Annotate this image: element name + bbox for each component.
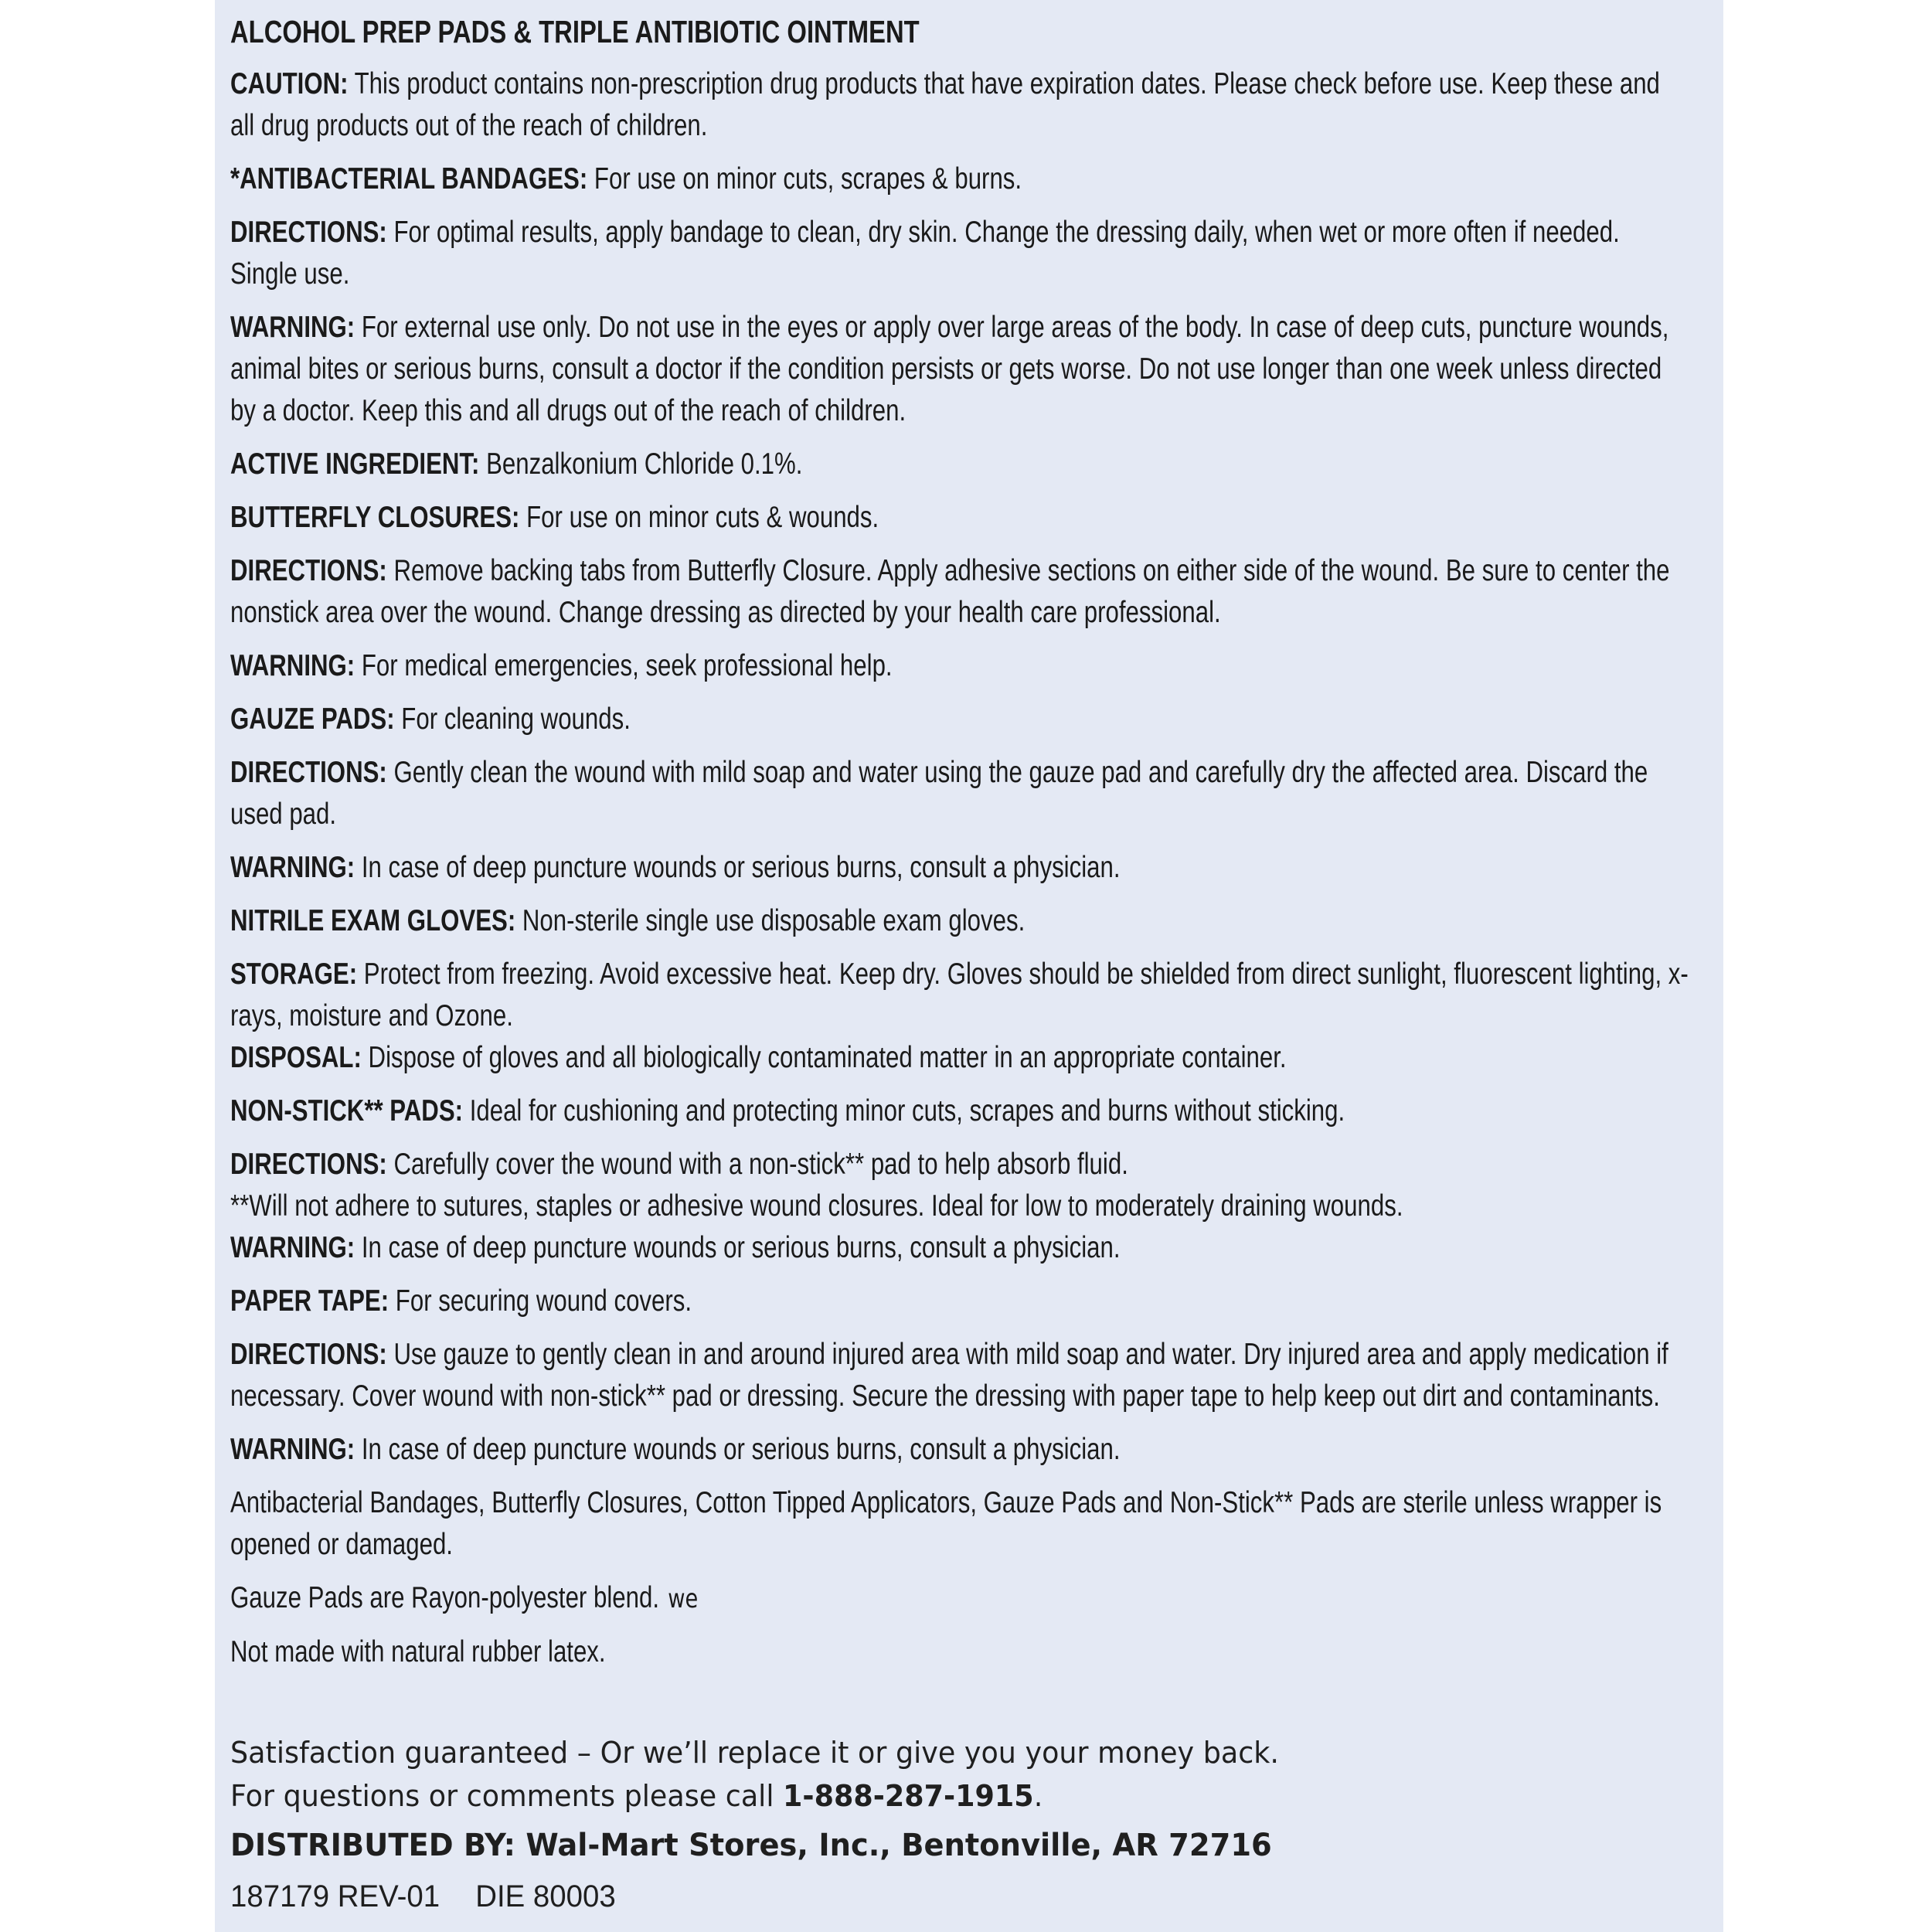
warning-section-4 <box>230 1227 1689 1269</box>
caution-text: This product contains non-prescription drug products that have expiration dates. Please check before use. Keep these and all drug products out of the reach of children. <box>230 67 1660 142</box>
sterile-note: Antibacterial Bandages, Butterfly Closures, Cotton Tipped Applicators, Gauze Pads and Non-Stick** Pads are sterile unless wrapper is opened or damaged. <box>230 1486 1662 1561</box>
directions-label: DIRECTIONS: <box>230 1148 387 1181</box>
rayon-suffix: we <box>668 1583 699 1614</box>
directions-text: For optimal results, apply bandage to clean, dry skin. Change the dressing daily, when wet or more often if needed. Single use. <box>230 216 1620 291</box>
nonstick-note: **Will not adhere to sutures, staples or adhesive wound closures. Ideal for low to moderately draining wounds. <box>230 1189 1403 1223</box>
disposal-text: Dispose of gloves and all biologically contaminated matter in an appropriate container. <box>361 1041 1287 1074</box>
gauze-section <box>230 699 1689 740</box>
disposal-label: DISPOSAL: <box>230 1041 362 1074</box>
nitrile-text: Non-sterile single use disposable exam gloves. <box>515 904 1026 937</box>
directions-section-5 <box>230 1334 1689 1417</box>
product-codes <box>230 1875 1655 1918</box>
directions-text: Remove backing tabs from Butterfly Closure. Apply adhesive sections on either side of the wound. Be sure to center the nonstick area over the wound. Change dressing as directed by your health care professional. <box>230 554 1670 629</box>
nonstick-section <box>230 1090 1689 1132</box>
antibacterial-section <box>230 158 1689 200</box>
butterfly-label: BUTTERFLY CLOSURES: <box>230 501 520 534</box>
gauze-label: GAUZE PADS: <box>230 702 395 736</box>
directions-section-1 <box>230 212 1689 295</box>
directions-text: Use gauze to gently clean in and around injured area with mild soap and water. Dry injured area and apply medication if necessary. Cover wound with non-stick** pad or dressing. Secure the dressing with paper tape to help keep out dirt and contaminants. <box>230 1338 1668 1413</box>
warning-section-2 <box>230 645 1689 687</box>
questions-prefix: For questions or comments please call <box>230 1779 784 1813</box>
directions-label: DIRECTIONS: <box>230 756 387 789</box>
active-ingredient-section <box>230 444 1689 485</box>
label-text-column <box>230 11 1689 1673</box>
nitrile-label: NITRILE EXAM GLOVES: <box>230 904 516 937</box>
caution-label: CAUTION: <box>230 67 349 100</box>
page-title: ALCOHOL PREP PADS & TRIPLE ANTIBIOTIC OINTMENT <box>230 14 920 49</box>
phone-number: 1-888-287-1915 <box>783 1779 1034 1813</box>
directions-section-3 <box>230 752 1689 835</box>
paper-tape-label: PAPER TAPE: <box>230 1284 389 1318</box>
questions-suffix: . <box>1033 1779 1043 1813</box>
warning-text: For medical emergencies, seek professional help. <box>355 649 893 682</box>
directions-section-4 <box>230 1144 1689 1185</box>
warning-text: In case of deep puncture wounds or serious burns, consult a physician. <box>355 851 1121 884</box>
storage-label: STORAGE: <box>230 957 358 991</box>
directions-label: DIRECTIONS: <box>230 1338 387 1371</box>
paper-tape-section <box>230 1281 1689 1322</box>
rayon-text: Gauze Pads are Rayon-polyester blend. <box>230 1581 659 1614</box>
revision-code: 187179 REV-01 <box>230 1879 440 1913</box>
directions-section-2 <box>230 550 1689 634</box>
warning-label: WARNING: <box>230 649 355 682</box>
warning-section-1 <box>230 307 1689 432</box>
storage-text: Protect from freezing. Avoid excessive heat. Keep dry. Gloves should be shielded from direct sunlight, fluorescent lighting, x-rays, moisture and Ozone. <box>230 957 1689 1032</box>
directions-text: Gently clean the wound with mild soap and water using the gauze pad and carefully dry the affected area. Discard the used pad. <box>230 756 1648 831</box>
satisfaction-note: Satisfaction guaranteed – Or we’ll replace it or give you your money back. <box>230 1736 1280 1770</box>
nonstick-label: NON-STICK** PADS: <box>230 1094 464 1128</box>
directions-label: DIRECTIONS: <box>230 216 387 249</box>
antibacterial-text: For use on minor cuts, scrapes & burns. <box>587 162 1022 196</box>
warning-text: For external use only. Do not use in the eyes or apply over large areas of the body. In case of deep cuts, puncture wounds, animal bites or serious burns, consult a doctor if the condition persists or gets worse. Do not use longer than one week unless directed by a doctor. Keep this and all drugs out of the reach of children. <box>230 311 1669 427</box>
disposal-section <box>230 1037 1689 1079</box>
warning-label: WARNING: <box>230 1433 355 1466</box>
antibacterial-label: *ANTIBACTERIAL BANDAGES: <box>230 162 588 196</box>
storage-section <box>230 954 1689 1037</box>
butterfly-text: For use on minor cuts & wounds. <box>519 501 879 534</box>
footer <box>230 1731 1655 1918</box>
directions-text: Carefully cover the wound with a non-stick** pad to help absorb fluid. <box>386 1148 1128 1181</box>
warning-section-5 <box>230 1429 1689 1471</box>
questions-note <box>230 1774 1655 1818</box>
nitrile-section <box>230 900 1689 942</box>
rayon-note <box>230 1577 1689 1620</box>
active-ingredient-text: Benzalkonium Chloride 0.1%. <box>479 447 803 481</box>
warning-label: WARNING: <box>230 311 355 344</box>
directions-label: DIRECTIONS: <box>230 554 387 587</box>
label-panel <box>215 0 1723 1932</box>
warning-label: WARNING: <box>230 851 355 884</box>
warning-section-3 <box>230 847 1689 889</box>
warning-label: WARNING: <box>230 1231 355 1264</box>
gauze-text: For cleaning wounds. <box>394 702 631 736</box>
distributor-line: DISTRIBUTED BY: Wal-Mart Stores, Inc., Bentonville, AR 72716 <box>230 1828 1272 1863</box>
die-code: DIE 80003 <box>475 1879 616 1913</box>
caution-section <box>230 63 1689 147</box>
paper-tape-text: For securing wound covers. <box>389 1284 692 1318</box>
butterfly-section <box>230 497 1689 539</box>
active-ingredient-label: ACTIVE INGREDIENT: <box>230 447 480 481</box>
nonstick-text: Ideal for cushioning and protecting minor cuts, scrapes and burns without sticking. <box>463 1094 1345 1128</box>
warning-text: In case of deep puncture wounds or serious burns, consult a physician. <box>355 1231 1121 1264</box>
warning-text: In case of deep puncture wounds or serious burns, consult a physician. <box>355 1433 1121 1466</box>
latex-note: Not made with natural rubber latex. <box>230 1635 606 1668</box>
